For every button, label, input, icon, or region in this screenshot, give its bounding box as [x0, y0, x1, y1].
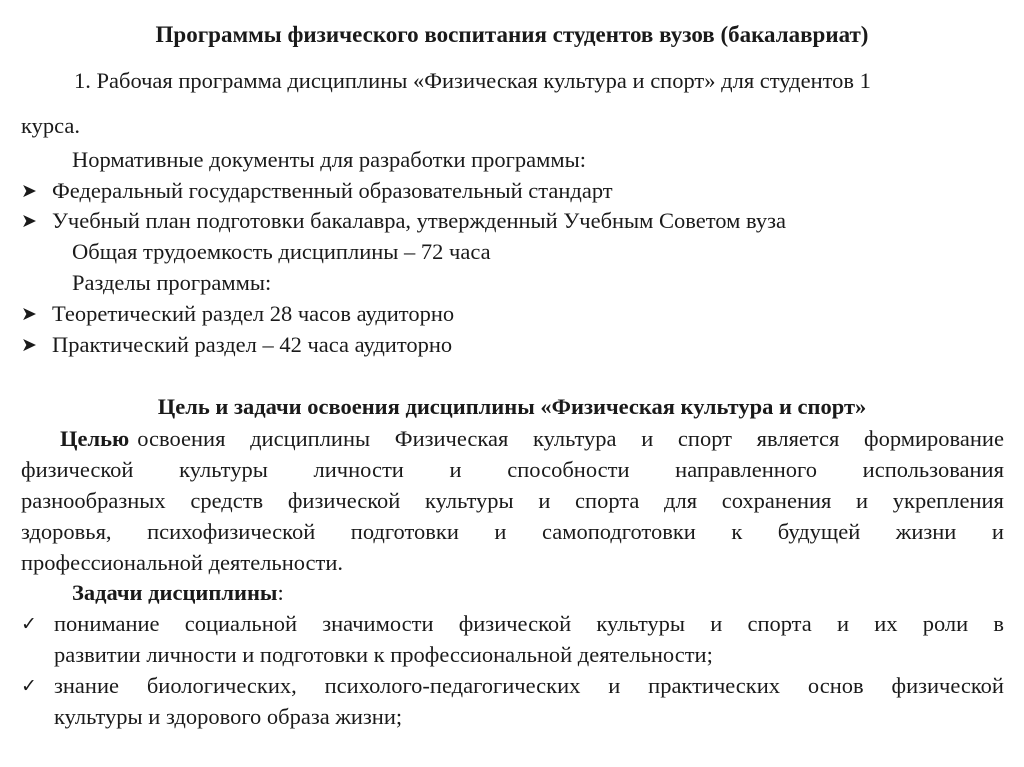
word: и: [836, 611, 850, 636]
word: формирование: [864, 426, 1004, 451]
word: физической: [891, 673, 1004, 698]
checkmark-bullet-icon: ✓: [21, 613, 37, 635]
program-intro-line1: 1. Рабочая программа дисциплины «Физическая культура и спорт» для студентов 1: [74, 68, 871, 93]
program-intro-line2: курса.: [21, 113, 80, 138]
word: физической: [287, 488, 401, 513]
word: освоения: [137, 426, 226, 451]
goal-label: Целью: [60, 426, 130, 451]
word: практических: [648, 673, 781, 698]
word: и: [608, 673, 621, 698]
workload-text: Общая трудоемкость дисциплины – 72 часа: [72, 239, 491, 264]
goal-line-3: [21, 486, 1004, 516]
normative-heading: Нормативные документы для разработки программы:: [72, 147, 586, 172]
word: спорт: [677, 426, 732, 451]
word: самоподготовки: [541, 519, 696, 544]
word: биологических,: [146, 673, 297, 698]
word: в: [993, 611, 1004, 636]
arrowhead-bullet-icon: ➤: [21, 334, 37, 356]
word: и: [641, 426, 654, 451]
word: основ: [807, 673, 864, 698]
goal-line-2: [21, 455, 1004, 485]
word: и: [991, 519, 1004, 544]
word: здоровья,: [21, 519, 112, 544]
word: к: [731, 519, 743, 544]
word: сохранения: [721, 488, 832, 513]
task-1-line2: развитии личности и подготовки к профессиональной деятельности;: [54, 642, 713, 667]
word: роли: [922, 611, 969, 636]
arrowhead-bullet-icon: ➤: [21, 180, 37, 202]
word: физической: [458, 611, 572, 636]
word: жизни: [895, 519, 957, 544]
task-1-line1: [54, 609, 1004, 639]
word: личности: [313, 457, 404, 482]
word: и: [449, 457, 462, 482]
word: использования: [862, 457, 1004, 482]
justified-words: [21, 455, 1004, 485]
word: и: [856, 488, 869, 513]
word: спорта: [575, 488, 640, 513]
tasks-heading-row: [72, 578, 284, 608]
word: и: [710, 611, 723, 636]
justified-words: [54, 609, 1004, 639]
word: дисциплины: [250, 426, 371, 451]
checkmark-bullet-icon: ✓: [21, 675, 37, 697]
word: социальной: [184, 611, 298, 636]
justified-words: [21, 517, 1004, 547]
goal-line-4: [21, 517, 1004, 547]
sections-item-2: Практический раздел – 42 часа аудиторно: [52, 332, 453, 357]
sections-item-1: Теоретический раздел 28 часов аудиторно: [52, 301, 455, 326]
word: и: [494, 519, 507, 544]
tasks-heading-colon: :: [277, 580, 284, 605]
word: спорта: [747, 611, 812, 636]
word: способности: [507, 457, 630, 482]
word: будущей: [777, 519, 861, 544]
word: понимание: [54, 611, 160, 636]
word: Физическая: [394, 426, 509, 451]
word: культура: [533, 426, 617, 451]
normative-item-2: Учебный план подготовки бакалавра, утвержденный Учебным Советом вуза: [52, 208, 786, 233]
word: психолого-педагогических: [324, 673, 581, 698]
word: разнообразных: [21, 488, 166, 513]
normative-item-1: Федеральный государственный образовательный стандарт: [52, 178, 613, 203]
word: культуры: [596, 611, 686, 636]
word: является: [756, 426, 840, 451]
word: культуры: [424, 488, 514, 513]
goal-line-1: [60, 424, 1004, 454]
word: средств: [190, 488, 264, 513]
tasks-heading: Задачи дисциплины: [72, 580, 278, 605]
word: укрепления: [892, 488, 1004, 513]
goal-text-line1: [129, 424, 1004, 454]
word: физической: [21, 457, 134, 482]
word: знание: [54, 673, 119, 698]
word: для: [664, 488, 698, 513]
task-2-line2: культуры и здорового образа жизни;: [54, 704, 403, 729]
justified-words: [54, 671, 1004, 701]
word: психофизической: [147, 519, 316, 544]
word: их: [874, 611, 898, 636]
page-title: Программы физического воспитания студентов вузов (бакалавриат): [155, 22, 869, 47]
justified-words: [21, 486, 1004, 516]
goal-section-heading: Цель и задачи освоения дисциплины «Физическая культура и спорт»: [157, 394, 867, 419]
arrowhead-bullet-icon: ➤: [21, 210, 37, 232]
task-2-line1: [54, 671, 1004, 701]
word: значимости: [322, 611, 434, 636]
word: направленного: [675, 457, 817, 482]
arrowhead-bullet-icon: ➤: [21, 303, 37, 325]
word: подготовки: [350, 519, 459, 544]
word: культуры: [179, 457, 268, 482]
goal-line-5: профессиональной деятельности.: [21, 550, 344, 575]
word: и: [538, 488, 551, 513]
sections-heading: Разделы программы:: [72, 270, 272, 295]
